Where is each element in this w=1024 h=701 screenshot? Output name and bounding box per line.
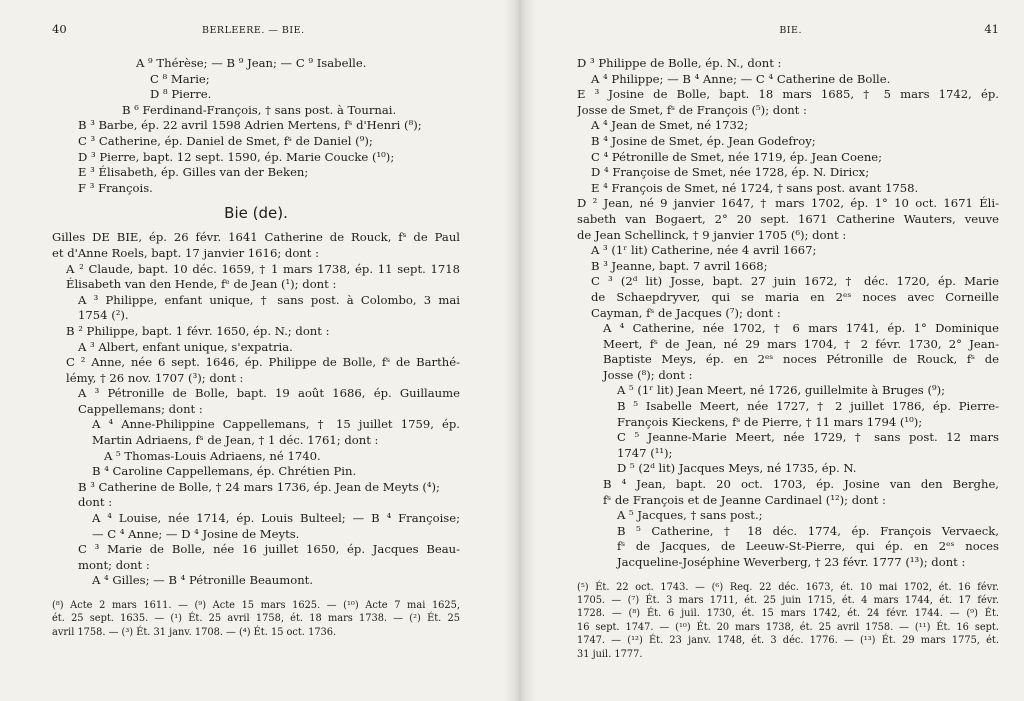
genealogy-line: E ⁴ François de Smet, né 1724, † sans post. avant 1758. xyxy=(591,180,919,195)
genealogy-line: D ² Jean, né 9 janvier 1647, † mars 1702, ép. 1° 10 oct. 1671 Éli- xyxy=(577,196,999,211)
genealogy-line: E ³ Josine de Bolle, bapt. 18 mars 1685, † 5 mars 1742, ép. xyxy=(577,87,999,102)
genealogy-line: F ³ François. xyxy=(78,180,153,195)
genealogy-line: A ⁵ (1ʳ lit) Jean Meert, né 1726, guillelmite à Bruges (⁹); xyxy=(617,383,946,398)
genealogy-line: D ³ Pierre, bapt. 12 sept. 1590, ép. Marie Coucke (¹⁰); xyxy=(78,149,395,164)
genealogy-line: A ⁹ Thérèse; — B ⁹ Jean; — C ⁹ Isabelle. xyxy=(136,56,367,70)
genealogy-line: fˢ de Jacques, de Leeuw-St-Pierre, qui ép. en 2ᵉˢ noces xyxy=(617,539,999,554)
genealogy-line: Jacqueline-Joséphine Weverberg, † 23 févr. 1777 (¹³); dont : xyxy=(617,555,966,569)
book-gutter xyxy=(505,0,535,701)
genealogy-line: B ³ Jeanne, bapt. 7 avril 1668; xyxy=(591,258,768,273)
genealogy-line: — C ⁴ Anne; — D ⁴ Josine de Meyts. xyxy=(92,526,300,541)
genealogy-line: A ³ Philippe, enfant unique, † sans post. à Colombo, 3 mai xyxy=(78,292,460,307)
genealogy-line: 1747 (¹¹); xyxy=(617,445,673,460)
genealogy-line: A ⁴ Philippe; — B ⁴ Anne; — C ⁴ Catherine de Bolle. xyxy=(591,71,891,86)
genealogy-line: A ⁵ Thomas-Louis Adriaens, né 1740. xyxy=(104,448,321,463)
genealogy-line: C ² Anne, née 6 sept. 1646, ép. Philippe de Bolle, fˢ de Barthé- xyxy=(66,355,460,370)
genealogy-line: A ⁵ Jacques, † sans post.; xyxy=(617,508,763,523)
genealogy-line: A ⁴ Louise, née 1714, ép. Louis Bulteel; — B ⁴ Françoise; xyxy=(92,511,460,526)
genealogy-line: B ³ Barbe, ép. 22 avril 1598 Adrien Mertens, fˢ d'Henri (⁸); xyxy=(78,118,422,133)
genealogy-line: A ³ Albert, enfant unique, s'expatria. xyxy=(78,339,293,354)
genealogy-line: François Kieckens, fˢ de Pierre, † 11 mars 1794 (¹⁰); xyxy=(617,414,923,429)
genealogy-line: D ³ Philippe de Bolle, ép. N., dont : xyxy=(577,56,782,70)
genealogy-line: de Jean Schellinck, † 9 janvier 1705 (⁶); dont : xyxy=(577,227,847,242)
genealogy-line: C ⁵ Jeanne-Marie Meert, née 1729, † sans post. 12 mars xyxy=(617,430,999,445)
genealogy-line: C ³ Marie de Bolle, née 16 juillet 1650, ép. Jacques Beau- xyxy=(78,542,460,557)
genealogy-line: Gilles DE BIE, ép. 26 févr. 1641 Catherine de Rouck, fˢ de Paul xyxy=(52,230,460,245)
genealogy-line: Baptiste Meys, ép. en 2ᵉˢ noces Pétronille de Rouck, fˢ de xyxy=(603,352,999,367)
genealogy-line: A ⁴ Gilles; — B ⁴ Pétronille Beaumont. xyxy=(92,573,313,588)
genealogy-line: D ⁴ Françoise de Smet, née 1728, ép. N. Diricx; xyxy=(591,165,870,180)
footnote-line: 1728. — (⁸) Ét. 6 juil. 1730, ét. 15 mars 1742, ét. 24 févr. 1744. — (⁹) Ét. xyxy=(577,608,999,620)
right-running-head xyxy=(577,22,999,48)
genealogy-line: B ³ Catherine de Bolle, † 24 mars 1736, ép. Jean de Meyts (⁴); xyxy=(78,479,440,494)
genealogy-line: A ³ Pétronille de Bolle, bapt. 19 août 1686, ép. Guillaume xyxy=(78,386,460,401)
genealogy-line: B ⁴ Jean, bapt. 20 oct. 1703, ép. Josine van den Berghe, xyxy=(603,477,999,492)
genealogy-line: C ⁸ Marie; xyxy=(150,71,210,86)
genealogy-line: de Schaepdryver, qui se maria en 2ᵉˢ noces avec Corneille xyxy=(591,289,999,304)
genealogy-line: sabeth van Bogaert, 2° 20 sept. 1671 Catherine Wauters, veuve xyxy=(577,211,999,226)
genealogy-line: A ⁴ Anne-Philippine Cappellemans, † 15 juillet 1759, ép. xyxy=(92,417,460,432)
genealogy-line: A ³ (1ʳ lit) Catherine, née 4 avril 1667; xyxy=(591,243,817,258)
genealogy-line: Martin Adriaens, fˢ de Jean, † 1 déc. 1761; dont : xyxy=(92,433,379,448)
footnote-line: avril 1758. — (³) Ét. 31 janv. 1708. — (⁴) Ét. 15 oct. 1736. xyxy=(52,626,337,638)
right-page-number: 41 xyxy=(984,22,999,36)
genealogy-line: fˢ de François et de Jeanne Cardinael (¹²); dont : xyxy=(603,492,886,507)
genealogy-line: B ⁴ Josine de Smet, ép. Jean Godefroy; xyxy=(591,133,816,148)
left-page xyxy=(52,22,460,692)
genealogy-line: A ⁴ Jean de Smet, né 1732; xyxy=(591,118,749,133)
genealogy-line: C ³ Catherine, ép. Daniel de Smet, fˢ de Daniel (⁹); xyxy=(78,133,373,148)
genealogy-line: B ⁴ Caroline Cappellemans, ép. Chrétien Pin. xyxy=(92,464,357,479)
footnote-line: 16 sept. 1747. — (¹⁰) Ét. 20 mars 1738, ét. 25 avril 1758. — (¹¹) Ét. 16 sept. xyxy=(577,621,999,633)
genealogy-line: D ⁸ Pierre. xyxy=(150,87,212,102)
footnote-line: 1747. — (¹²) Ét. 23 janv. 1748, ét. 3 déc. 1776. — (¹³) Ét. 29 mars 1775, ét. xyxy=(577,635,999,647)
right-page xyxy=(577,22,999,692)
footnote-line: ét. 25 sept. 1635. — (¹) Ét. 25 avril 1758, ét. 18 mars 1738. — (²) Ét. 25 xyxy=(52,613,460,625)
left-page-number: 40 xyxy=(52,22,67,36)
genealogy-line: 1754 (²). xyxy=(78,308,129,323)
footnote-line: (⁵) Ét. 22 oct. 1743. — (⁶) Req. 22 déc. 1673, ét. 10 mai 1702, ét. 16 févr. xyxy=(577,581,999,593)
genealogy-line: Meert, fˢ de Jean, né 29 mars 1704, † 2 févr. 1730, 2° Jean- xyxy=(603,336,999,351)
genealogy-line: Josse (⁸); dont : xyxy=(603,367,693,382)
genealogy-line: B ⁶ Ferdinand-François, † sans post. à Tournai. xyxy=(122,102,397,117)
section-heading: Bie (de). xyxy=(224,204,288,223)
genealogy-line: Cappellemans; dont : xyxy=(78,401,203,416)
genealogy-line: B ⁵ Catherine, † 18 déc. 1774, ép. François Vervaeck, xyxy=(617,523,999,538)
left-running-head xyxy=(52,22,460,48)
genealogy-line: B ² Philippe, bapt. 1 févr. 1650, ép. N.; dont : xyxy=(66,323,330,338)
genealogy-line: A ² Claude, bapt. 10 déc. 1659, † 1 mars 1738, ép. 11 sept. 1718 xyxy=(66,261,460,276)
genealogy-line: Cayman, fˢ de Jacques (⁷); dont : xyxy=(591,305,781,320)
genealogy-line: mont; dont : xyxy=(78,557,150,572)
genealogy-line: dont : xyxy=(78,495,113,510)
genealogy-line: et d'Anne Roels, bapt. 17 janvier 1616; dont : xyxy=(52,245,320,260)
left-running-title: BERLEERE. — BIE. xyxy=(202,25,305,36)
genealogy-line: Josse de Smet, fˢ de François (⁵); dont : xyxy=(577,102,807,117)
genealogy-line: C ³ (2ᵈ lit) Josse, bapt. 27 juin 1672, † déc. 1720, ép. Marie xyxy=(591,274,999,289)
genealogy-line: Élisabeth van den Hende, fᵉ de Jean (¹); dont : xyxy=(66,277,337,292)
footnote-line: 31 juil. 1777. xyxy=(577,648,643,660)
genealogy-line: E ³ Élisabeth, ép. Gilles van der Beken; xyxy=(78,165,309,180)
right-running-title: BIE. xyxy=(779,25,803,36)
genealogy-line: D ⁵ (2ᵈ lit) Jacques Meys, né 1735, ép. N. xyxy=(617,461,857,476)
genealogy-line: lémy, † 26 nov. 1707 (³); dont : xyxy=(66,370,244,385)
footnote-line: 1705. — (⁷) Ét. 3 mars 1711, ét. 25 juin 1715, ét. 4 mars 1744, ét. 17 févr. xyxy=(577,595,999,606)
genealogy-line: A ⁴ Catherine, née 1702, † 6 mars 1741, ép. 1° Dominique xyxy=(603,321,999,336)
footnote-line: (⁸) Acte 2 mars 1611. — (⁹) Acte 15 mars 1625. — (¹⁰) Acte 7 mai 1625, xyxy=(52,600,460,611)
genealogy-line: C ⁴ Pétronille de Smet, née 1719, ép. Jean Coene; xyxy=(591,149,883,164)
genealogy-line: B ⁵ Isabelle Meert, née 1727, † 2 juillet 1786, ép. Pierre- xyxy=(617,399,999,414)
